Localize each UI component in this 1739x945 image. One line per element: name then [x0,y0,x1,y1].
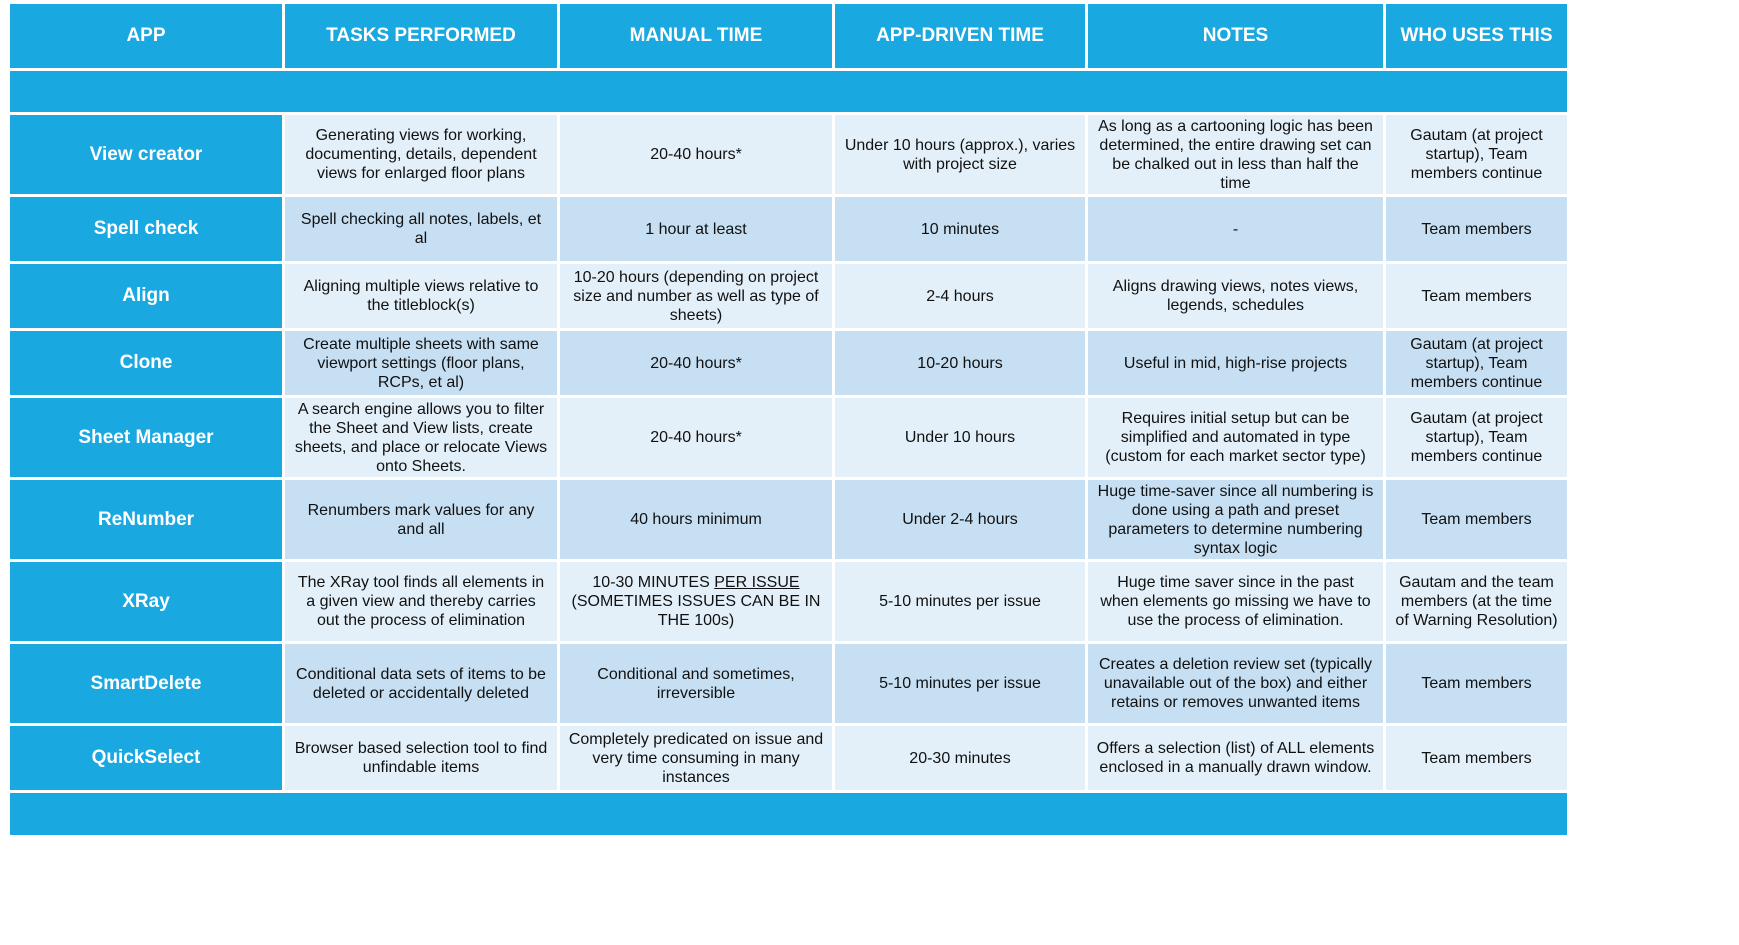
manual-time-cell: 1 hour at least [560,197,832,261]
tasks-cell: Create multiple sheets with same viewport settings (floor plans, RCPs, et al) [285,331,557,395]
header-app-driven-time: APP-DRIVEN TIME [835,4,1085,68]
who-cell: Gautam (at project startup), Team members continue [1386,115,1567,194]
tasks-cell: Spell checking all notes, labels, et al [285,197,557,261]
tasks-cell: A search engine allows you to filter the Sheet and View lists, create sheets, and place or relocate Views onto Sheets. [285,398,557,477]
who-cell: Gautam (at project startup), Team members continue [1386,398,1567,477]
manual-time-cell: 40 hours minimum [560,480,832,559]
manual-time-cell: 10-20 hours (depending on project size and number as well as type of sheets) [560,264,832,328]
header-divider-band [10,71,1567,112]
notes-cell: Creates a deletion review set (typically unavailable out of the box) and either retains or removes unwanted items [1088,644,1383,723]
notes-cell: Useful in mid, high-rise projects [1088,331,1383,395]
manual-time-cell [560,562,832,641]
manual-time-underlined: PER ISSUE [714,574,800,591]
app-name-cell: Clone [10,331,282,395]
comparison-table [10,4,1570,835]
tasks-cell: The XRay tool finds all elements in a given view and thereby carries out the process of elimination [285,562,557,641]
app-time-cell: 2-4 hours [835,264,1085,328]
app-time-cell: 5-10 minutes per issue [835,562,1085,641]
notes-cell: Huge time saver since in the past when elements go missing we have to use the process of elimination. [1088,562,1383,641]
app-name-cell: View creator [10,115,282,194]
manual-time-cell: Conditional and sometimes, irreversible [560,644,832,723]
notes-cell: As long as a cartooning logic has been determined, the entire drawing set can be chalked out in less than half the time [1088,115,1383,194]
app-time-cell: Under 2-4 hours [835,480,1085,559]
app-name-cell: XRay [10,562,282,641]
manual-time-cell: Completely predicated on issue and very time consuming in many instances [560,726,832,790]
app-time-cell: Under 10 hours [835,398,1085,477]
notes-cell: Huge time-saver since all numbering is done using a path and preset parameters to determine numbering syntax logic [1088,480,1383,559]
manual-time-pre: 10-30 MINUTES [592,574,715,591]
tasks-cell: Browser based selection tool to find unfindable items [285,726,557,790]
header-notes: NOTES [1088,4,1383,68]
app-time-cell: 20-30 minutes [835,726,1085,790]
manual-time-cell: 20-40 hours* [560,115,832,194]
app-name-cell: Sheet Manager [10,398,282,477]
app-time-cell: 10 minutes [835,197,1085,261]
manual-time-post: (SOMETIMES ISSUES CAN BE IN THE 100s) [571,593,821,629]
header-app: APP [10,4,282,68]
who-cell: Team members [1386,726,1567,790]
who-cell: Team members [1386,197,1567,261]
who-cell: Team members [1386,644,1567,723]
app-time-cell: Under 10 hours (approx.), varies with project size [835,115,1085,194]
footer-band [10,793,1567,835]
manual-time-cell: 20-40 hours* [560,331,832,395]
app-name-cell: Align [10,264,282,328]
notes-cell: - [1088,197,1383,261]
notes-cell: Offers a selection (list) of ALL elements enclosed in a manually drawn window. [1088,726,1383,790]
manual-time-text [568,573,824,630]
tasks-cell: Conditional data sets of items to be deleted or accidentally deleted [285,644,557,723]
who-cell: Team members [1386,480,1567,559]
app-time-cell: 10-20 hours [835,331,1085,395]
notes-cell: Requires initial setup but can be simplified and automated in type (custom for each market sector type) [1088,398,1383,477]
who-cell: Gautam and the team members (at the time of Warning Resolution) [1386,562,1567,641]
header-manual-time: MANUAL TIME [560,4,832,68]
who-cell: Gautam (at project startup), Team members continue [1386,331,1567,395]
header-tasks-performed: TASKS PERFORMED [285,4,557,68]
who-cell: Team members [1386,264,1567,328]
app-name-cell: QuickSelect [10,726,282,790]
tasks-cell: Renumbers mark values for any and all [285,480,557,559]
manual-time-cell: 20-40 hours* [560,398,832,477]
tasks-cell: Aligning multiple views relative to the titleblock(s) [285,264,557,328]
app-name-cell: ReNumber [10,480,282,559]
notes-cell: Aligns drawing views, notes views, legends, schedules [1088,264,1383,328]
header-who-uses-this: WHO USES THIS [1386,4,1567,68]
app-name-cell: SmartDelete [10,644,282,723]
app-name-cell: Spell check [10,197,282,261]
tasks-cell: Generating views for working, documenting, details, dependent views for enlarged floor plans [285,115,557,194]
app-time-cell: 5-10 minutes per issue [835,644,1085,723]
